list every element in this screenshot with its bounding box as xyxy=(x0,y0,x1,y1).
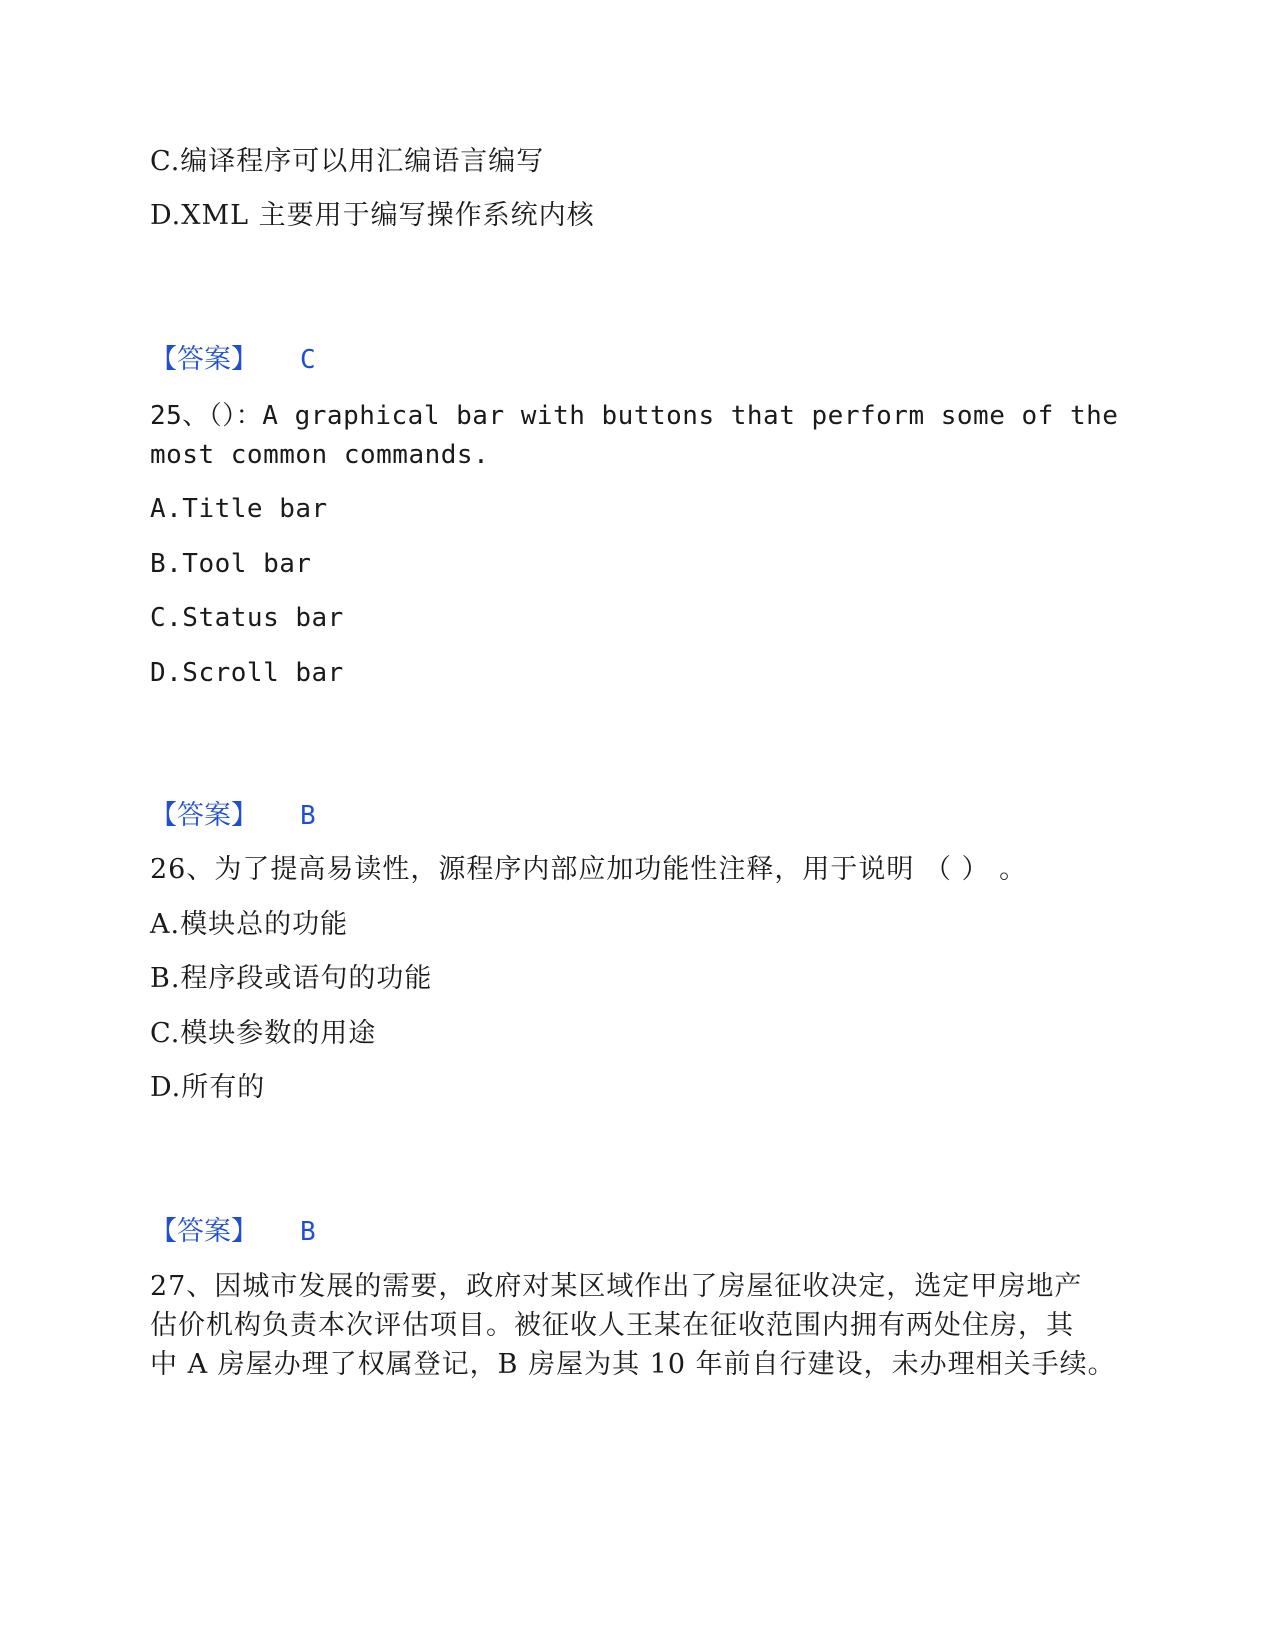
q26-option-a: A.模块总的功能 xyxy=(150,909,349,940)
q27-stem-line-1: 27、因城市发展的需要，政府对某区域作出了房屋征收决定，选定甲房地产 xyxy=(150,1271,1083,1302)
q24-answer xyxy=(150,340,316,380)
answer-value: C xyxy=(300,345,316,375)
q24-option-c: C.编译程序可以用汇编语言编写 xyxy=(150,146,545,177)
q25-stem-line-1: 25、（）：A graphical bar with buttons that perform some of the xyxy=(150,401,1119,431)
q27-stem-line-2: 估价机构负责本次评估项目。被征收人王某在征收范围内拥有两处住房，其 xyxy=(150,1310,1074,1341)
q26-option-c: C.模块参数的用途 xyxy=(150,1018,377,1049)
q26-answer xyxy=(150,1212,316,1252)
q25-option-d: D.Scroll bar xyxy=(150,658,344,688)
q25-stem-line-2: most common commands. xyxy=(150,440,490,470)
q26-option-b: B.程序段或语句的功能 xyxy=(150,963,433,994)
q25-option-b: B.Tool bar xyxy=(150,549,312,579)
answer-label: 【答案】 xyxy=(150,1216,258,1247)
answer-label: 【答案】 xyxy=(150,800,258,831)
q25-option-a: A.Title bar xyxy=(150,494,328,524)
q26-stem: 26、为了提高易读性，源程序内部应加功能性注释，用于说明 （ ） 。 xyxy=(150,854,1028,885)
q24-option-d: D.XML 主要用于编写操作系统内核 xyxy=(150,200,595,231)
q26-option-d: D.所有的 xyxy=(150,1072,266,1103)
q27-stem-line-3: 中 A 房屋办理了权属登记，B 房屋为其 10 年前自行建设，未办理相关手续。 xyxy=(150,1349,1116,1380)
answer-value: B xyxy=(300,1217,316,1247)
q25-option-c: C.Status bar xyxy=(150,603,344,633)
answer-label: 【答案】 xyxy=(150,344,258,375)
answer-value: B xyxy=(300,801,316,831)
q25-answer xyxy=(150,796,316,836)
